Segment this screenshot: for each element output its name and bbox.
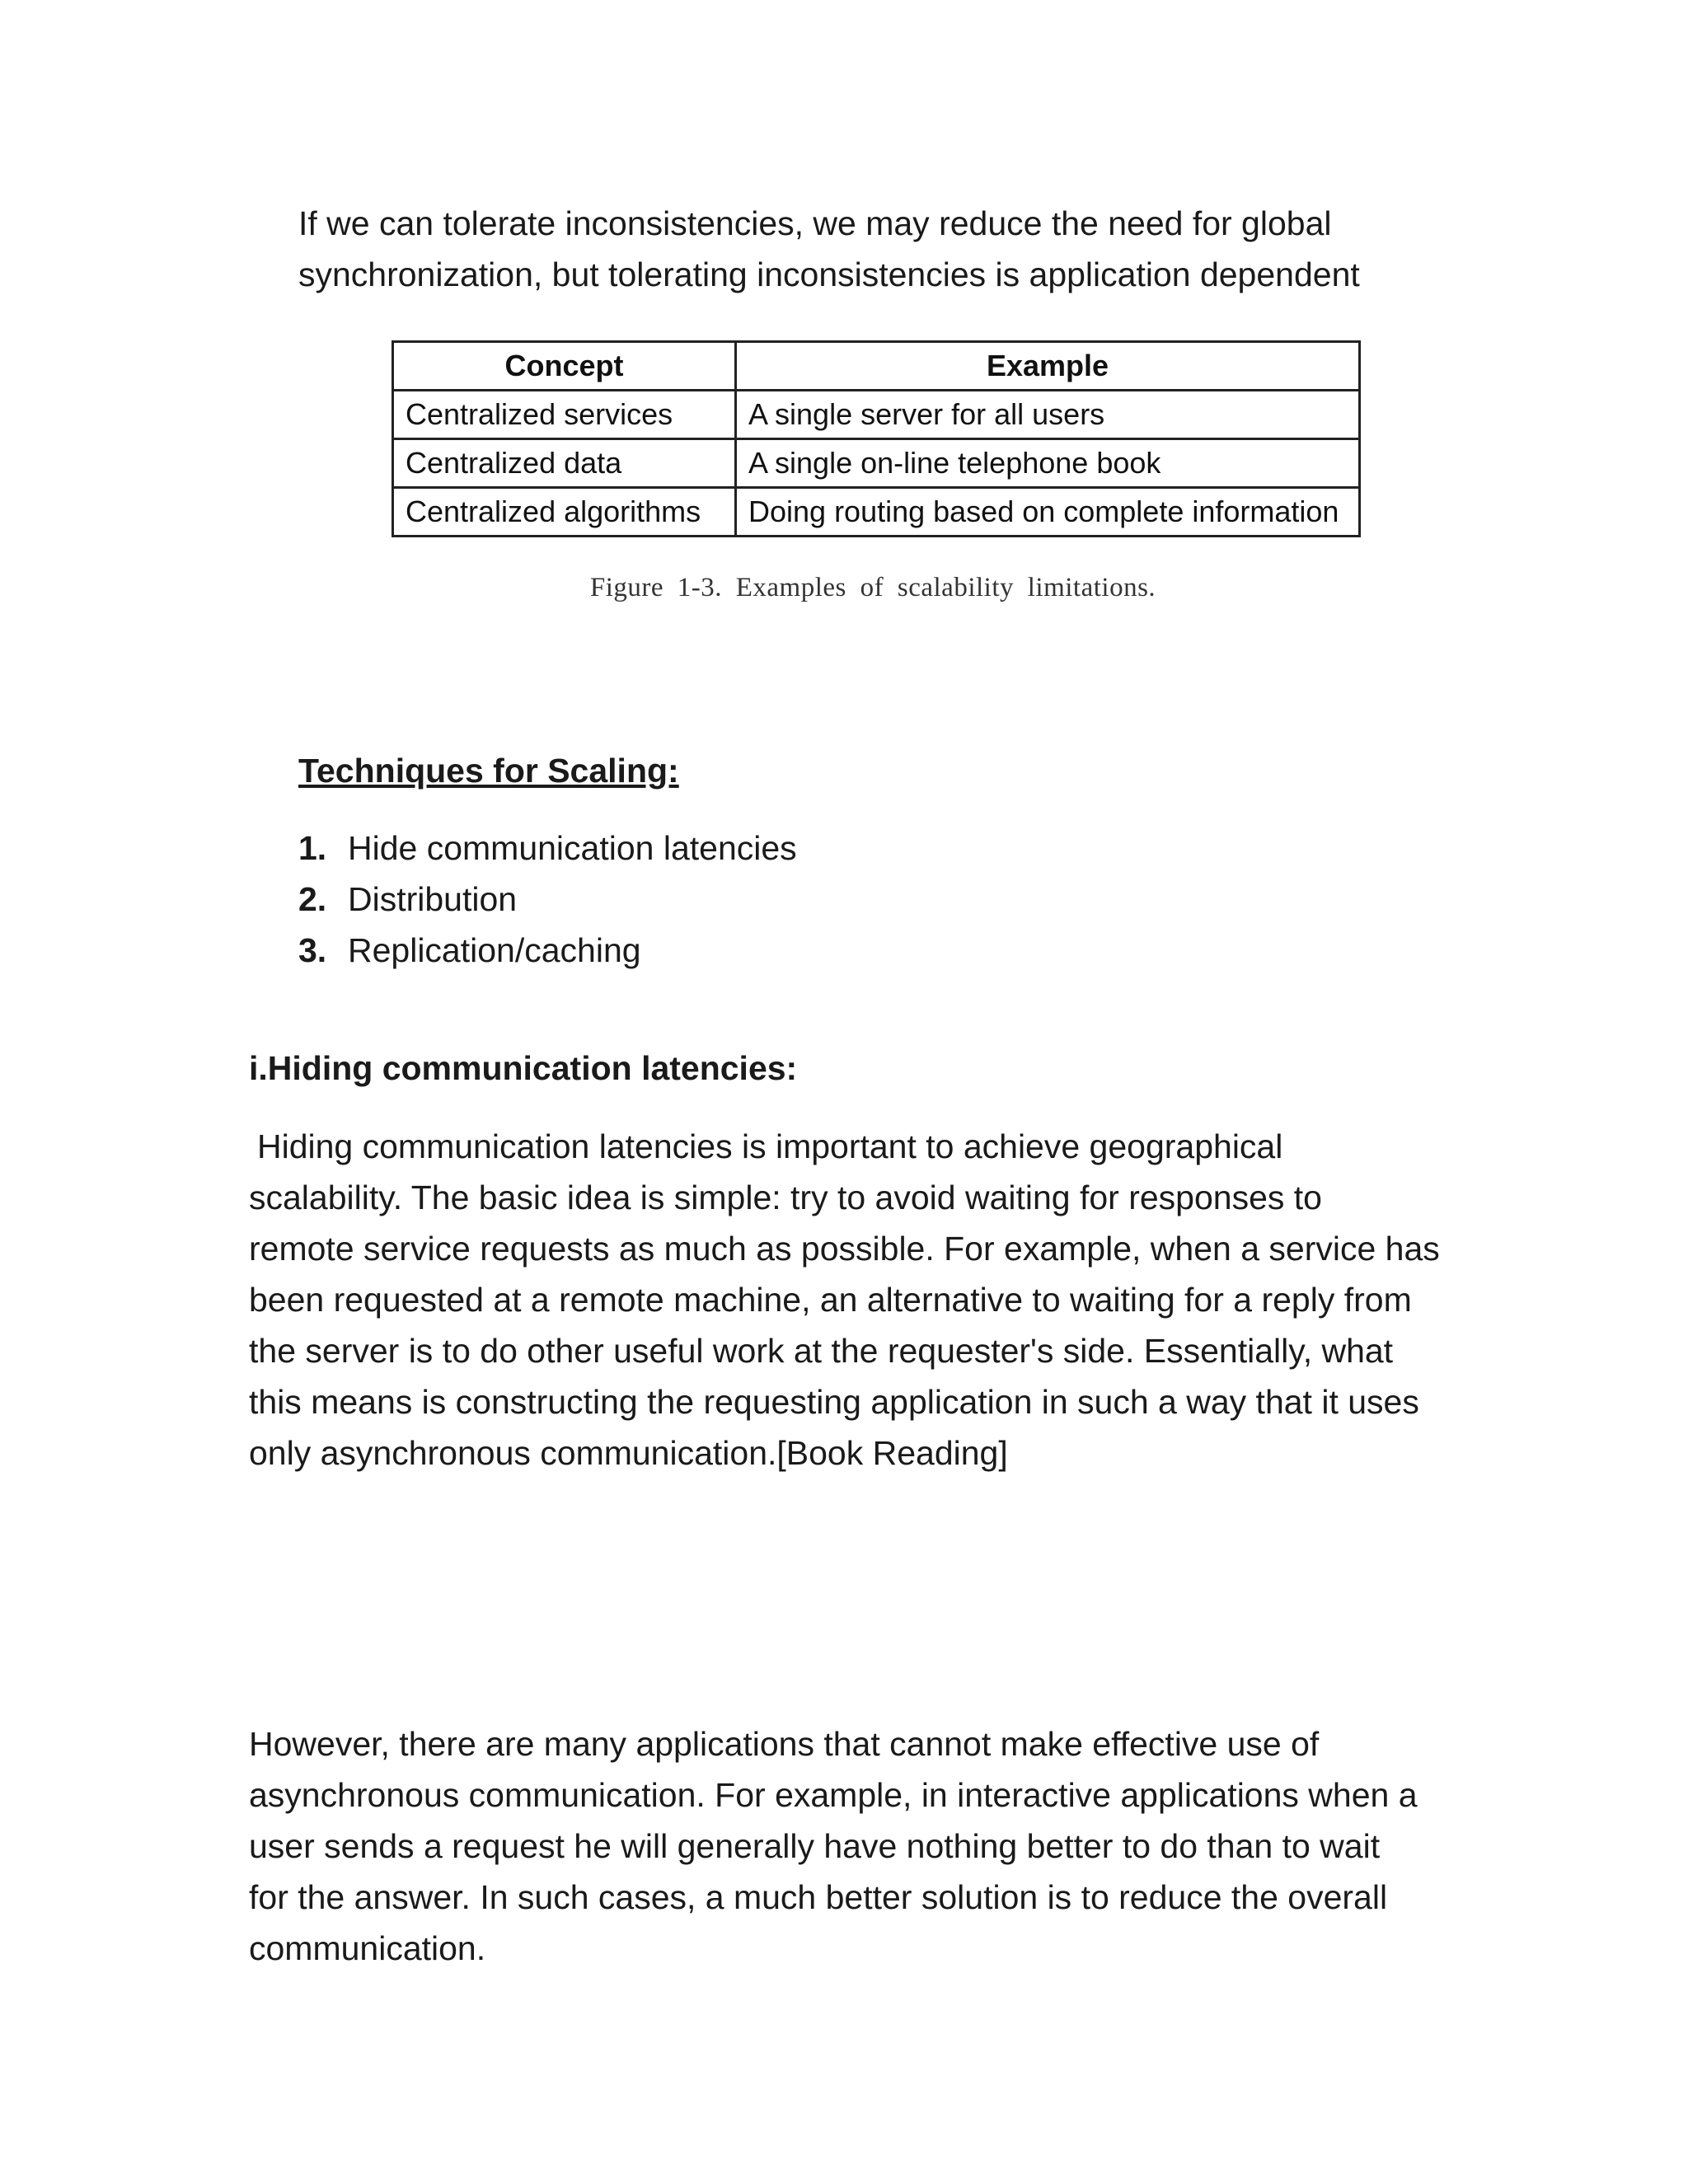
list-item-label: Replication/caching [348,931,641,969]
table-cell-concept: Centralized services [393,391,736,439]
figure-caption: Figure 1-3. Examples of scalability limitations. [589,573,1156,602]
hiding-latencies-heading: i.Hiding communication latencies: [249,1049,798,1087]
paragraph-line: scalability. The basic idea is simple: try to avoid waiting for responses to [249,1179,1322,1216]
hiding-paragraph-2 [249,1718,1502,1974]
paragraph-line: Hiding communication latencies is important to achieve geographical [257,1127,1283,1165]
header-example: Example [736,342,1360,391]
paragraph-line: asynchronous communication. For example, in interactive applications when a [249,1776,1418,1814]
table-header-row [393,342,1360,391]
list-item-label: Hide communication latencies [348,829,797,867]
paragraph-line: been requested at a remote machine, an alternative to waiting for a reply from [249,1281,1412,1319]
hiding-paragraph-1 [249,1121,1502,1479]
paragraph-line: communication. [249,1929,486,1967]
list-item [298,823,797,874]
paragraph-line: the server is to do other useful work at the requester's side. Essentially, what [249,1332,1394,1370]
paragraph-line: this means is constructing the requesting application in such a way that it uses [249,1383,1419,1421]
list-item-number: 3. [298,931,327,969]
table-row [393,439,1360,488]
techniques-list [298,823,797,976]
table-cell-concept: Centralized algorithms [393,488,736,537]
paragraph-line: user sends a request he will generally have nothing better to do than to wait [249,1827,1381,1865]
list-item [298,874,797,925]
table-cell-example: A single on-line telephone book [736,439,1360,488]
scalability-limitations-table [392,340,1361,537]
paragraph-line: remote service requests as much as possible. For example, when a service has [249,1230,1440,1268]
header-concept: Concept [393,342,736,391]
table-cell-concept: Centralized data [393,439,736,488]
paragraph-line: However, there are many applications that cannot make effective use of [249,1725,1320,1763]
list-item-number: 1. [298,829,327,867]
table-cell-example: Doing routing based on complete information [736,488,1360,537]
table-row [393,488,1360,537]
paragraph-line: only asynchronous communication.[Book Reading] [249,1434,1008,1472]
techniques-heading: Techniques for Scaling: [298,752,679,790]
table-cell-example: A single server for all users [736,391,1360,439]
list-item-number: 2. [298,880,327,918]
paragraph-line: for the answer. In such cases, a much better solution is to reduce the overall [249,1878,1388,1916]
intro-line: synchronization, but tolerating inconsistencies is application dependent [298,255,1360,293]
table-row [393,391,1360,439]
list-item-label: Distribution [348,880,518,918]
intro-paragraph [298,198,1535,300]
intro-line: If we can tolerate inconsistencies, we may reduce the need for global [298,204,1332,242]
list-item [298,925,797,976]
